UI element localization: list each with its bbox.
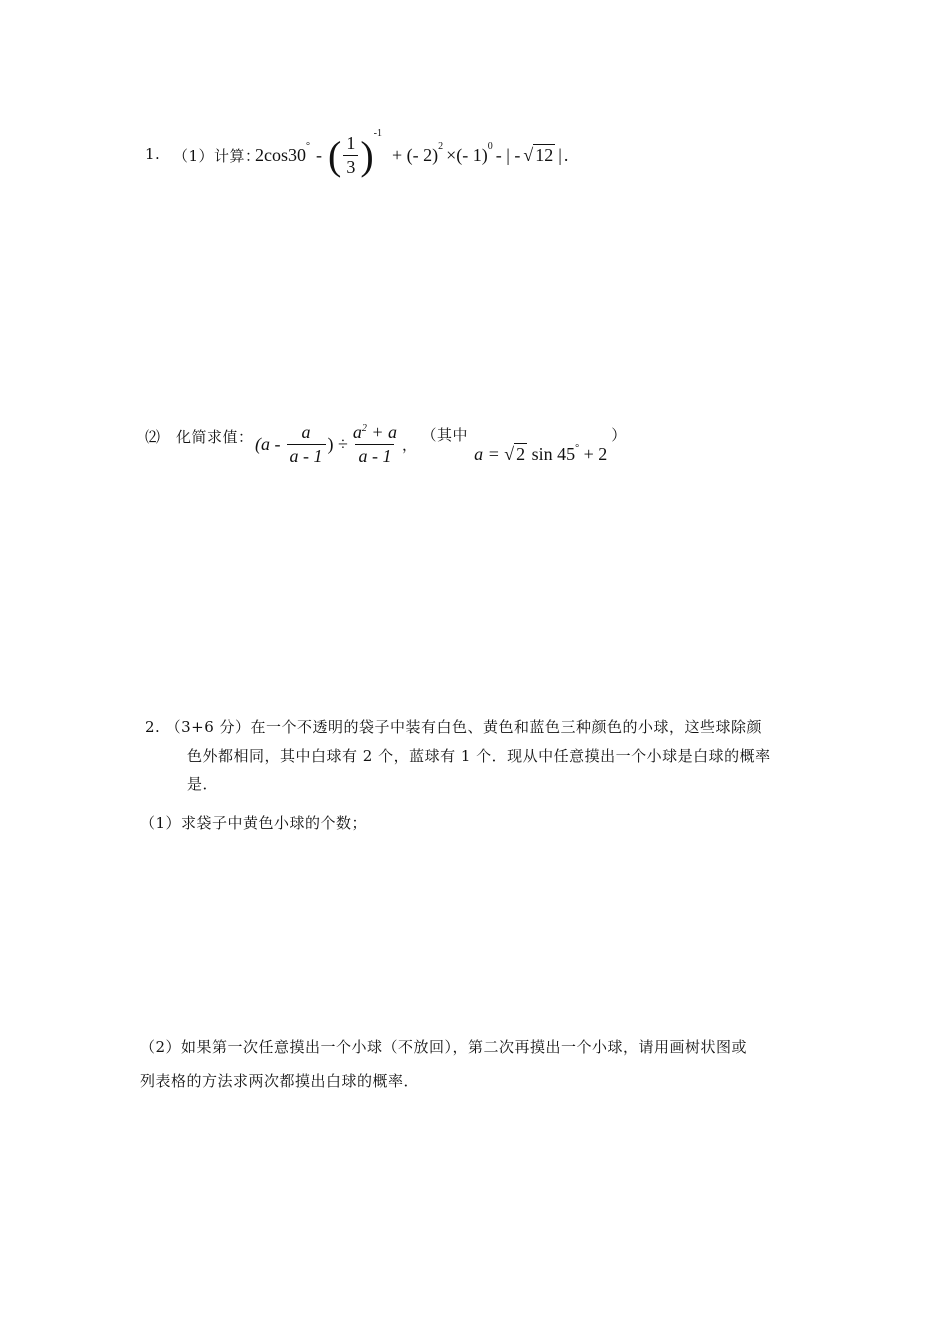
fraction-numerator: 1	[346, 133, 356, 153]
q1-number: 1.	[145, 145, 161, 163]
expr-term-2cos30: 2cos30	[255, 145, 306, 165]
expr-term-neg1: ×(- 1)	[446, 145, 488, 165]
fraction-one-third	[343, 133, 358, 178]
q2-line1: 2. （3+6 分）在一个不透明的袋子中装有白色、黄色和蓝色三种颜色的小球，这些球除颜	[145, 718, 763, 736]
q2-part2-line1: （2）如果第一次任意摸出一个小球（不放回），第二次再摸出一个小球，请用画树状图或	[140, 1038, 748, 1056]
condition-sin45: sin 45	[531, 444, 576, 464]
left-paren: (	[328, 132, 342, 178]
numerator-plus-a: + a	[371, 422, 398, 442]
q2-line2: 色外都相同，其中白球有 2 个，蓝球有 1 个．现从中任意摸出一个小球是白球的概率	[187, 747, 771, 765]
expr-comma: ，	[402, 438, 418, 454]
exponent-2: 2	[361, 423, 367, 434]
exponent-0: 0	[487, 141, 493, 152]
expr-abs-close: |	[558, 145, 562, 165]
q2-line3: 是．	[187, 775, 219, 793]
fraction-denominator: a - 1	[287, 444, 326, 467]
condition-close: ）	[611, 428, 627, 444]
sqrt-radicand: 2	[516, 444, 526, 464]
q2-part2-line2: 列表格的方法求两次都摸出白球的概率．	[140, 1072, 420, 1090]
q2-part1: （1）求袋子中黄色小球的个数；	[140, 814, 368, 832]
condition-a-equals: a =	[474, 444, 500, 464]
expr-term-neg2: + (- 2)	[392, 145, 439, 165]
degree-sign: °	[575, 443, 580, 454]
sqrt-2: √ 2	[504, 444, 526, 464]
fraction-numerator	[350, 422, 400, 444]
condition-open: （其中	[421, 428, 469, 444]
sqrt-radicand: 12	[535, 145, 554, 165]
expr-period: .	[563, 145, 569, 165]
right-paren: )	[360, 132, 374, 178]
fraction-a2-plus-a	[350, 422, 400, 467]
exponent-2: 2	[438, 141, 444, 152]
fraction-denominator: a - 1	[355, 444, 394, 467]
expr-open-a: (a -	[255, 434, 281, 454]
fraction-a-over-a-minus-1	[287, 422, 326, 467]
degree-sign: °	[306, 141, 310, 152]
condition-expression	[474, 444, 607, 465]
q1-part2-label: ⑵ 化简求值：	[145, 428, 254, 446]
minus-sign: -	[316, 145, 322, 165]
q1-part2-expression	[255, 422, 627, 467]
fraction-numerator: a	[301, 422, 311, 442]
numerator-a: a	[352, 422, 362, 442]
expr-abs-open: - | -	[495, 145, 521, 165]
condition-plus-2: + 2	[583, 444, 608, 464]
expr-close-divide: ) ÷	[327, 434, 348, 454]
exponent-neg1: -1	[373, 128, 382, 139]
q1-part1-expression	[255, 128, 569, 178]
fraction-denominator: 3	[343, 155, 358, 178]
q1-part1-label: （1）计算：	[173, 147, 261, 165]
sqrt-12: √ 12	[523, 145, 554, 165]
